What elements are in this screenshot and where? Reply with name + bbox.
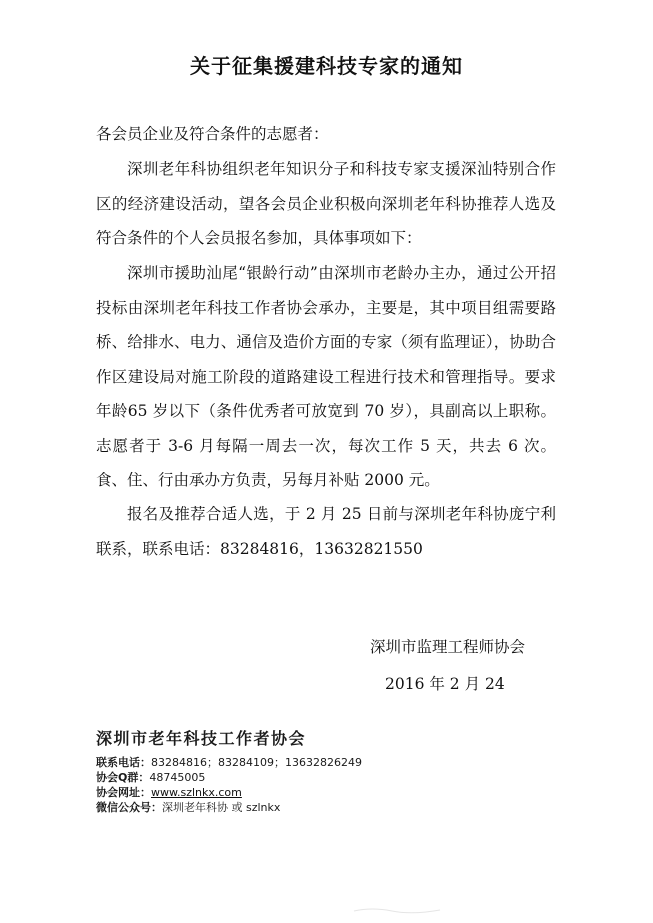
footer-website-line [96,785,362,800]
signature-organization: 深圳市监理工程师协会 [370,638,526,656]
footer-phone-label: 联系电话： [96,756,151,769]
letterhead-footer [96,726,362,815]
paragraph-intro: 深圳老年科协组织老年知识分子和科技专家支援深汕特别合作区的经济建设活动，望各会员企业积极向深圳老年科协推荐人选及符合条件的个人会员报名参加，具体事项如下： [96,160,556,247]
footer-website-link[interactable]: www.szlnkx.com [151,786,242,799]
footer-org-name: 深圳市老年科技工作者协会 [96,729,307,748]
footer-qq-line [96,770,362,785]
footer-wechat-line [96,800,362,815]
paragraph-contact: 报名及推荐合适人选，于 2 月 25 日前与深圳老年科协庞宁利联系，联系电话：83284816，13632821550 [96,505,556,558]
footer-website-label: 协会网址： [96,786,151,799]
footer-wechat-label: 微信公众号： [96,801,162,814]
footer-wechat-value: 深圳老年科协 或 szlnkx [162,801,281,814]
footer-phone-line [96,755,362,770]
footer-qq-label: 协会Q群： [96,771,150,784]
footer-qq-value: 48745005 [149,771,206,784]
document-title: 关于征集援建科技专家的通知 [190,54,463,78]
salutation: 各会员企业及符合条件的志愿者： [96,125,329,143]
signature-date: 2016 年 2 月 24 [385,675,505,693]
scan-artifact-mark [352,905,442,915]
paragraph-details: 深圳市援助汕尾“银龄行动”由深圳市老龄办主办，通过公开招投标由深圳老年科技工作者协会承办，主要是，其中项目组需要路桥、给排水、电力、通信及造价方面的专家（须有监理证），协助合作区建设局对施工阶段的道路建设工程进行技术和管理指导。要求年龄65 岁以下（条件优秀者可放宽到 70 岁），具副高以上职称。志愿者于 3-6 月每隔一周去一次，每次工作 5 天，共去 6 次。食、住、行由承办方负责，另每月补贴 2000 元。 [96,264,556,489]
footer-phone-value: 83284816；83284109；13632826249 [151,756,362,769]
